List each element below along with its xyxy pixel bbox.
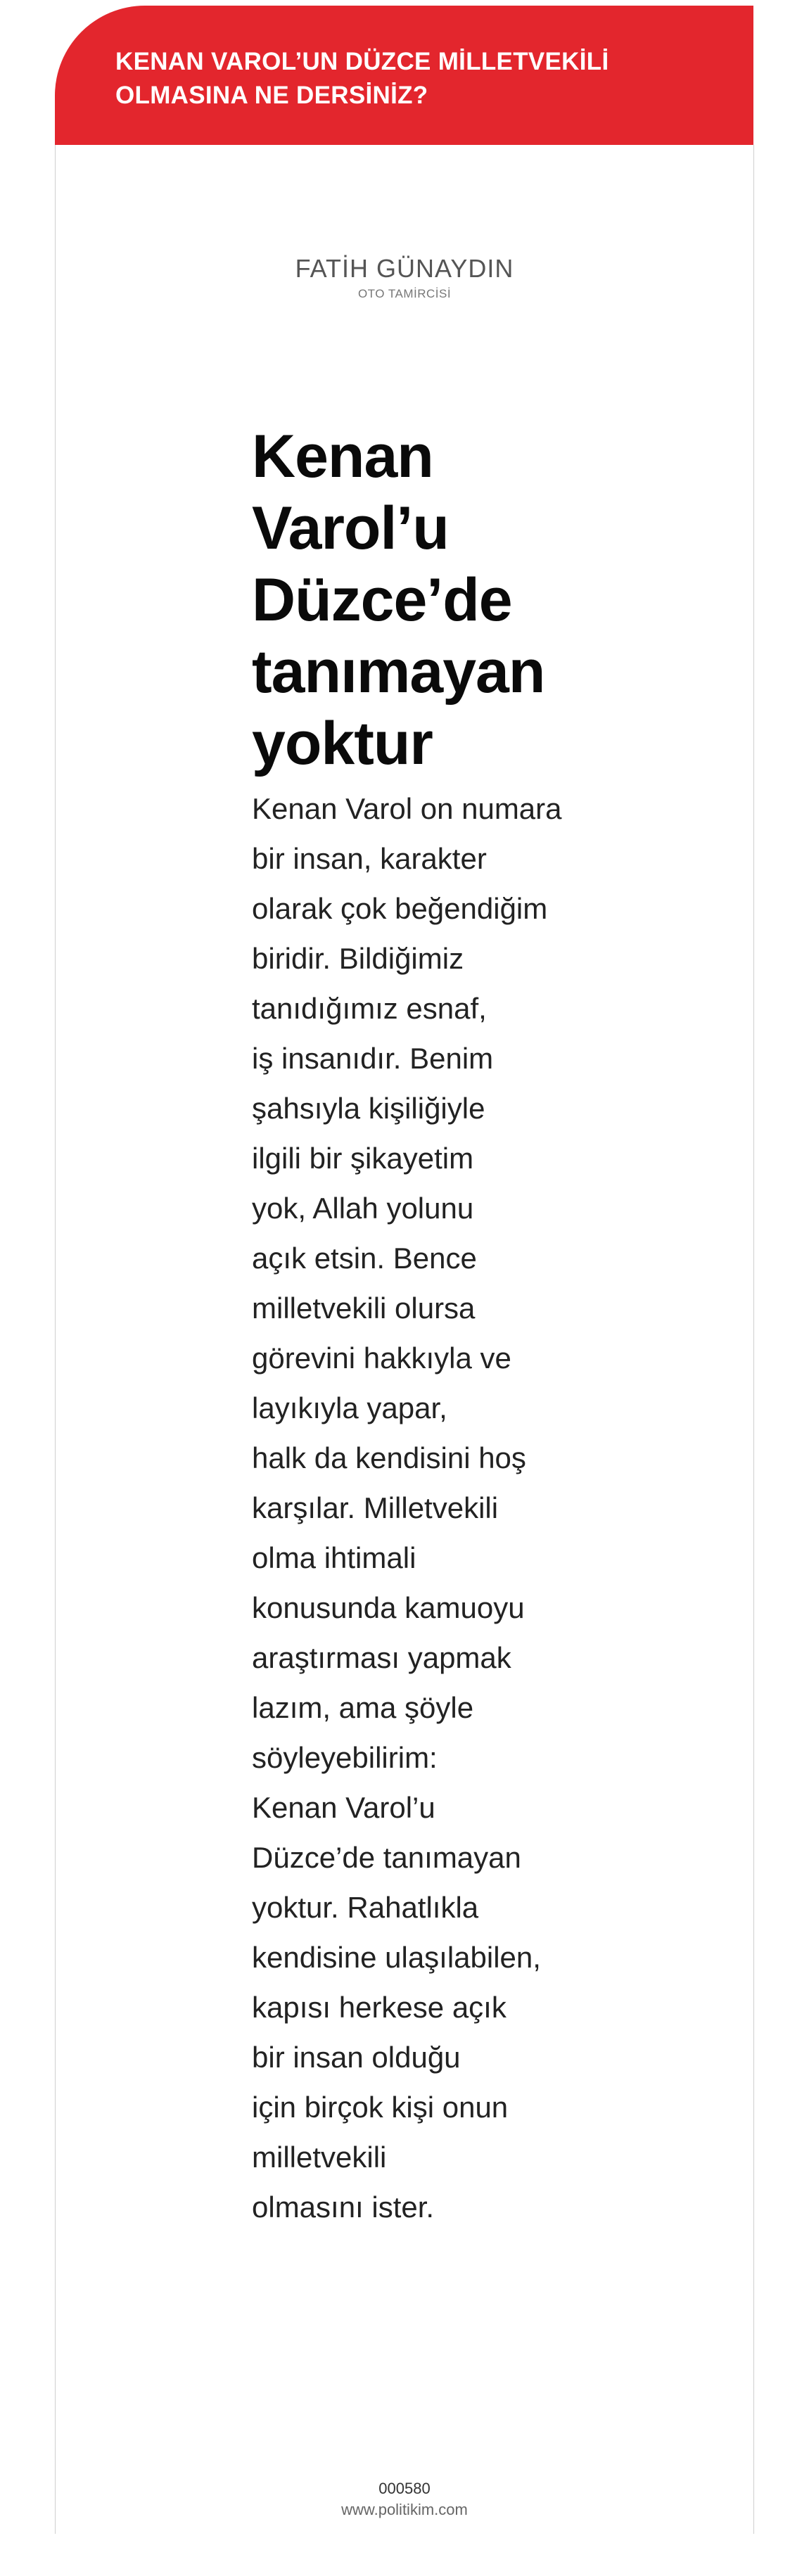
footer-code: 000580 — [378, 2480, 431, 2497]
article — [252, 421, 575, 2232]
footer — [0, 2478, 809, 2520]
banner-question: KENAN VAROL’UN DÜZCE MİLLETVEKİLİ OLMASINA NE DERSİNİZ? — [115, 48, 609, 109]
byline — [0, 253, 809, 302]
author-role: OTO TAMİRCİSİ — [357, 287, 452, 300]
frame-right-rule — [753, 145, 754, 2534]
article-body: Kenan Varol on numara bir insan, karakter olarak çok beğendiğim biridir. Bildiğimiz tanıdığımız esnaf, iş insanıdır. Benim şahsıyla kişiliğiyle ilgili bir şikayetim yok, Allah yolunu açık etsin. Bence milletvekili olursa görevini hakkıyla ve layıkıyla yapar, halk da kendisini hoş karşılar. Milletvekili olma ihtimali konusunda kamuoyu araştırması yapmak lazım, ama şöyle söyleyebilirim: Kenan Varol’u Düzce’de tanımayan yoktur. Rahatlıkla kendisine ulaşılabilen, kapısı herkese açık bir insan olduğu için birçok kişi onun milletvekili olmasını ister. — [252, 792, 562, 2224]
frame-left-rule — [55, 145, 56, 2534]
article-headline: Kenan Varol’u Düzce’de tanımayan yoktur — [252, 423, 545, 777]
author-name: FATİH GÜNAYDIN — [295, 254, 514, 283]
question-banner — [55, 6, 753, 145]
footer-url[interactable]: www.politikim.com — [341, 2501, 468, 2518]
